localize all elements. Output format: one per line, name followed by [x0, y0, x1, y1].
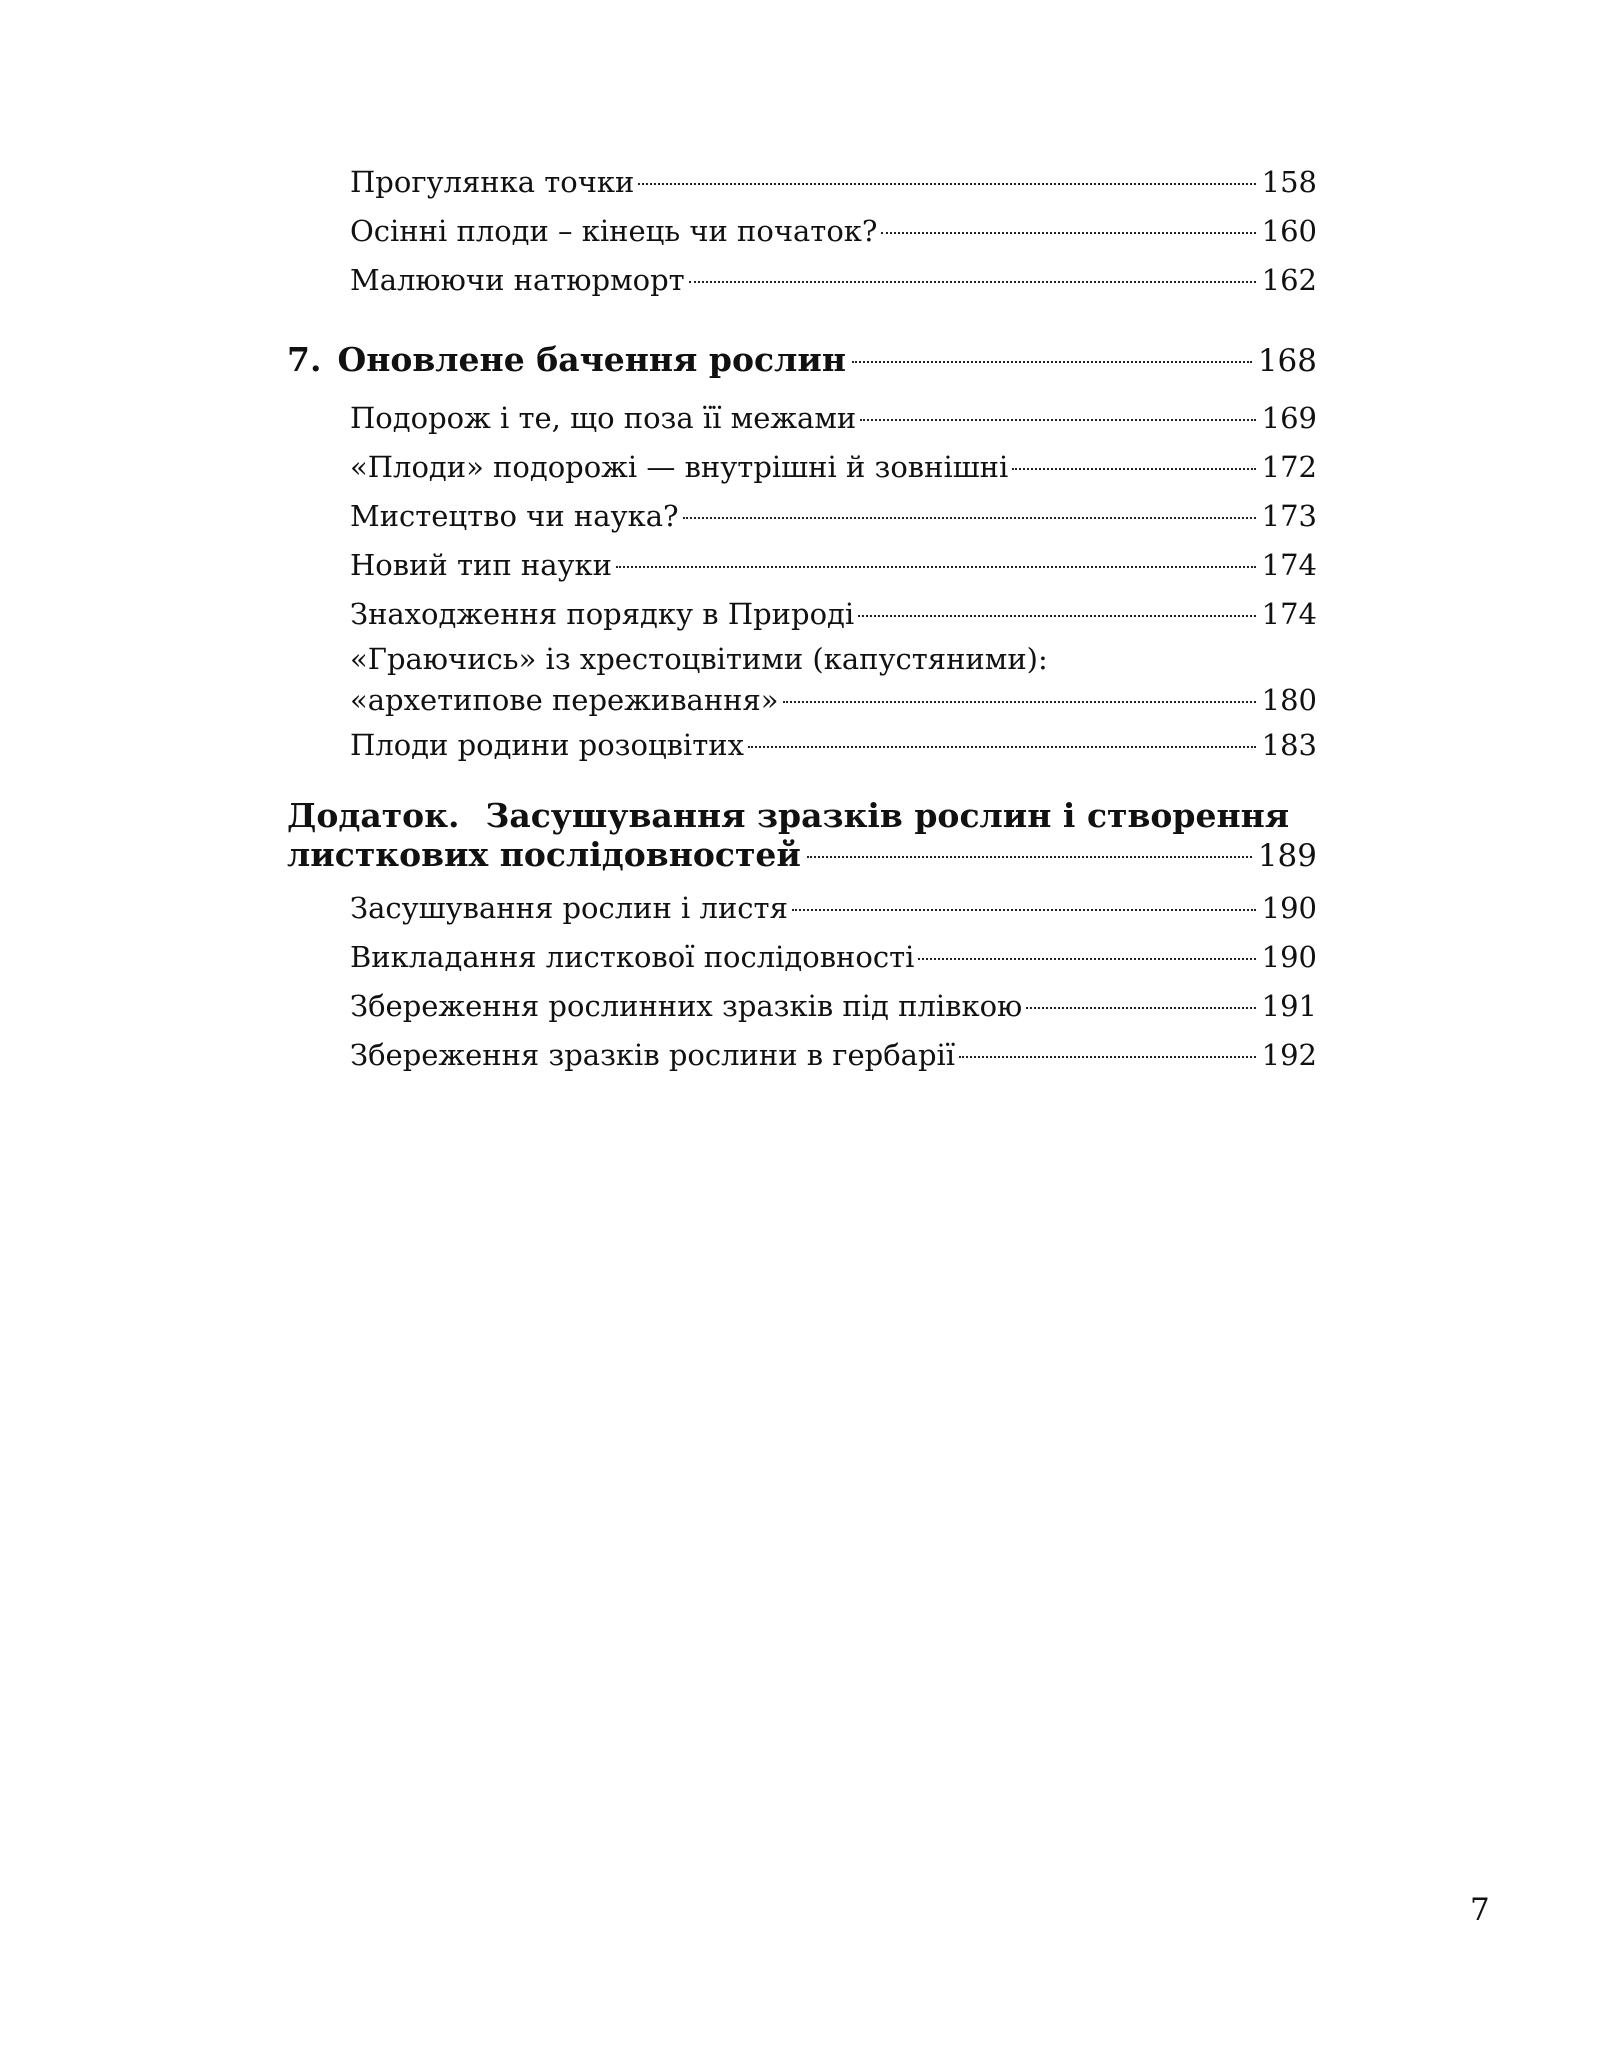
- toc-entry-page: 183: [1261, 728, 1317, 762]
- toc-entry-title: Мистецтво чи наука?: [350, 499, 679, 533]
- toc-entry-title: Знаходження порядку в Природі: [350, 597, 855, 631]
- dot-leader: [860, 419, 1255, 421]
- toc-entry-title: Збереження рослинних зразків під плівкою: [350, 989, 1023, 1023]
- toc-entry-title-line2-row: [350, 680, 1317, 721]
- appendix-label: Додаток.: [287, 796, 460, 835]
- toc-entry-page: 169: [1261, 401, 1317, 435]
- toc-entry-title-line2: «архетипове переживання»: [350, 683, 779, 717]
- appendix-page: 189: [1257, 838, 1317, 874]
- table-of-contents: [287, 158, 1317, 1080]
- chapter-title: Оновлене бачення рослин: [337, 340, 846, 379]
- toc-entry: [350, 884, 1317, 933]
- toc-entry: [350, 492, 1317, 541]
- dot-leader: [1012, 468, 1255, 470]
- toc-entry-page: 190: [1261, 891, 1317, 925]
- toc-entry-title: Плоди родини розоцвітих: [350, 728, 744, 762]
- toc-entry: [350, 1031, 1317, 1080]
- toc-entry-page: 162: [1261, 263, 1317, 297]
- dot-leader: [918, 958, 1255, 960]
- chapter-number: 7.: [287, 340, 322, 379]
- toc-entry-title: Малюючи натюрморт: [350, 263, 685, 297]
- toc-entry-title: Прогулянка точки: [350, 165, 635, 199]
- dot-leader: [852, 361, 1252, 363]
- toc-entry-title: Новий тип науки: [350, 548, 613, 582]
- dot-leader: [807, 856, 1252, 858]
- appendix-line2: [287, 835, 1317, 876]
- dot-leader: [638, 183, 1255, 185]
- appendix-line1: [287, 796, 1317, 835]
- page-number: 7: [1470, 1892, 1490, 1928]
- toc-entry: [350, 256, 1317, 305]
- toc-entry-page: 180: [1261, 683, 1317, 717]
- toc-entry: [350, 982, 1317, 1031]
- toc-entry-title: Викладання листкової послідовності: [350, 940, 915, 974]
- dot-leader: [1026, 1007, 1255, 1009]
- toc-entry-title: Подорож і те, що поза її межами: [350, 401, 857, 435]
- toc-entry-page: 174: [1261, 597, 1317, 631]
- appendix-title-line2: листкових послідовностей: [287, 835, 801, 874]
- appendix-title-line1: Засушування зразків рослин і створення: [485, 796, 1290, 835]
- dot-leader: [792, 909, 1256, 911]
- toc-entry: [350, 639, 1317, 721]
- dot-leader: [748, 746, 1256, 748]
- toc-entry-title-line1: «Граючись» із хрестоцвітими (капустяними):: [350, 642, 1048, 676]
- toc-entry: [350, 443, 1317, 492]
- toc-entry: [350, 394, 1317, 443]
- toc-entry-page: 158: [1261, 165, 1317, 199]
- toc-entry-page: 192: [1261, 1038, 1317, 1072]
- chapter-page: 168: [1257, 343, 1317, 379]
- toc-entry-page: 174: [1261, 548, 1317, 582]
- toc-entry: [350, 207, 1317, 256]
- toc-entry-page: 191: [1261, 989, 1317, 1023]
- toc-entry: [350, 158, 1317, 207]
- dot-leader: [683, 517, 1256, 519]
- dot-leader: [616, 566, 1256, 568]
- dot-leader: [689, 281, 1256, 283]
- toc-entry-page: 173: [1261, 499, 1317, 533]
- toc-entry: [350, 721, 1317, 770]
- toc-entry-title: Осінні плоди – кінець чи початок?: [350, 214, 878, 248]
- toc-entry-title: Збереження зразків рослини в гербарії: [350, 1038, 956, 1072]
- toc-entry-title: Засушування рослин і листя: [350, 891, 788, 925]
- toc-entry: [350, 933, 1317, 982]
- toc-entry-page: 160: [1261, 214, 1317, 248]
- toc-chapter-heading: [287, 335, 1317, 386]
- toc-entry: [350, 590, 1317, 639]
- dot-leader: [881, 232, 1255, 234]
- toc-entry: [350, 541, 1317, 590]
- toc-entry-page: 190: [1261, 940, 1317, 974]
- dot-leader: [858, 615, 1255, 617]
- dot-leader: [959, 1056, 1256, 1058]
- toc-entry-title: «Плоди» подорожі — внутрішні й зовнішні: [350, 450, 1009, 484]
- toc-appendix-heading: [287, 796, 1317, 876]
- toc-entry-page: 172: [1261, 450, 1317, 484]
- dot-leader: [783, 701, 1256, 703]
